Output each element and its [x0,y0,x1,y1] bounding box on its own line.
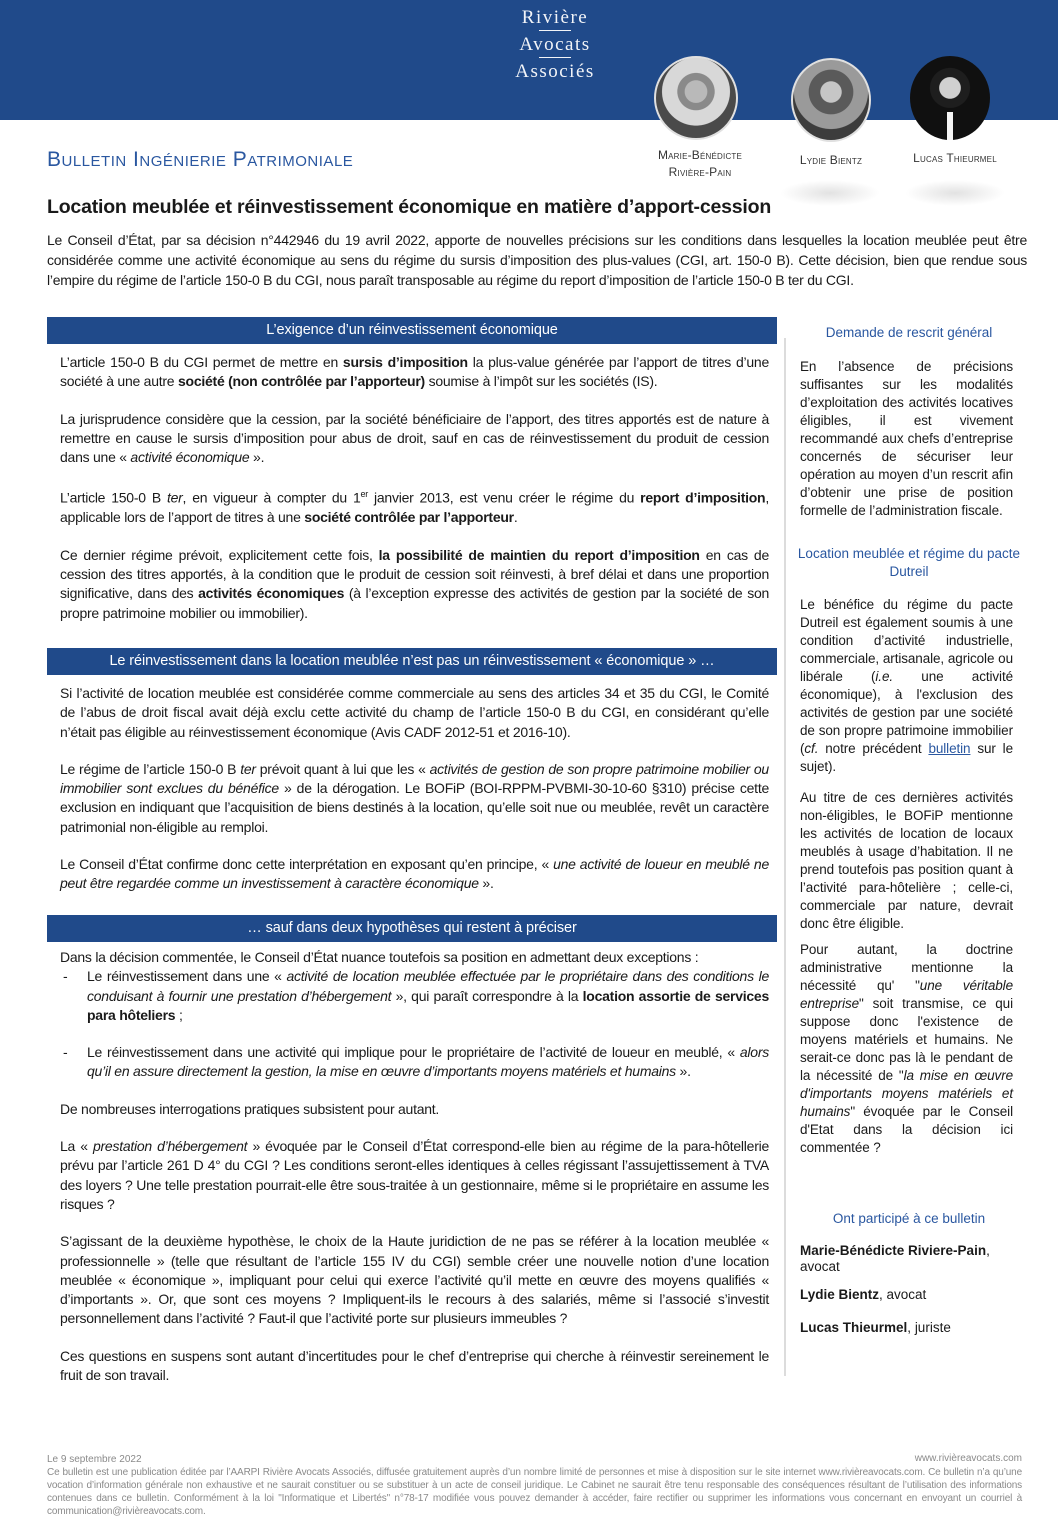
section-heading: L’exigence d’un réinvestissement économique [47,317,777,344]
section-paragraph: Le Conseil d’État confirme donc cette interprétation en exposant qu’en principe, « une activité de loueur en meublé ne peut être regardée comme un investissement à caractère économique ». [60,856,769,892]
sidebar-title-dutreil: Location meublée et régime du pacte Dutreil [797,546,1021,579]
section-paragraph: L’article 150-0 B ter, en vigueur à compter du 1er janvier 2013, est venu créer le régime du report d’imposition, applicable lors de l’apport de titres à une société contrôlée par l’apporteur. [60,489,769,526]
contributor-item: Lydie Bientz, avocat [800,1287,927,1302]
section-heading: Le réinvestissement dans la location meublée n’est pas un réinvestissement « économique » … [47,648,777,675]
photo-shadow [905,180,1005,206]
article-title: Location meublée et réinvestissement économique en matière d’apport-cession [47,196,772,218]
section-paragraph: S’agissant de la deuxième hypothèse, le choix de la Haute juridiction de ne pas se référer à la location meublée « professionnelle » (telle que résultant de l’article 155 IV du CGI) semble créer une nouvelle notion d’une location meublée « économique », impliquant pour celui qui exerce l’activité qu’il mette en œuvre des moyens qualifiés « d’importants ». Or, que sont ces moyens ? Impliquent-ils le recours à des salariés, même si l’associé s’investit personnellement dans l’activité ? Faut-il que l’activité porte sur plusieurs immeubles ? [60,1233,769,1327]
bulletin-title: Bulletin Ingénierie Patrimoniale [47,148,354,171]
author-name-line-1: Marie-Bénédicte [657,148,743,162]
photo-shadow [780,180,880,206]
bullet-item: - Le réinvestissement dans une « activité de location meublée effectuée par le propriétaire dans des conditions le conduisant à fournir une prestation d’hébergement », qui paraît correspondre à la location assortie de services para hôteliers ; [63,968,769,1023]
section-paragraph: Dans la décision commentée, le Conseil d’État nuance toutefois sa position en admettant deux exceptions : [60,949,699,965]
contributor-item: Marie-Bénédicte Riviere-Pain, avocat [800,1243,990,1274]
logo-line-2: Avocats [519,34,591,55]
section-paragraph: De nombreuses interrogations pratiques subsistent pour autant. [60,1100,440,1117]
logo-line-1: Rivière [521,7,589,28]
contributor-item: Lucas Thieurmel, juriste [800,1320,951,1335]
author-name-lucas: Lucas Thieurmel [913,151,997,165]
logo-separator [539,30,571,31]
section-2 [47,648,777,894]
bulletin-link[interactable]: bulletin [928,741,971,756]
author-photo-lucas [910,56,990,140]
section-paragraph: Si l’activité de location meublée est considérée comme commerciale au sens des articles 34 et 35 du CGI, le Comité de l’abus de droit fiscal avait déjà exclu cette activité du champ de l’article 150-0 B du CGI, en considérant qu’elle n’était pas éligible au réinvestissement économique (Avis CADF 2012-51 et 2016-10). [60,685,769,740]
firm-logo [500,8,610,81]
section-paragraph: Ce dernier régime prévoit, explicitement cette fois, la possibilité de maintien du report d’imposition en cas de cession des titres apportés, à la condition que le produit de cession soit réinvesti, à bref délai et dans une proportion significative, dans des activités économiques (à l’exception expresse des activités de gestion par la société de son propre patrimoine mobilier ou immobilier). [60,546,770,621]
author-name-lydie: Lydie Bientz [799,153,863,167]
author-photo-marie-benedicte [654,56,738,140]
section-paragraph: La jurisprudence considère que la cession, par la société bénéficiaire de l’apport, des titres apportés est de nature à remettre en cause le sursis d’imposition pour abus de droit, sauf en cas de réinvestissement du produit de cession dans une « activité économique ». [60,410,769,466]
section-paragraph: Le régime de l’article 150-0 B ter prévoit quant à lui que les « activités de gestion de son propre patrimoine mobilier ou immobilier sont exclues du bénéfice » de la dérogation. Le BOFiP (BOI-RPPM-PVBMI-30-10-60 §310) précise cette exclusion en indiquant que l’acquisition de biens destinés à la location, qu’elle soit nue ou meublée, revêt un caractère patrimonial non-éligible au remploi. [60,760,769,835]
logo-separator [539,57,571,58]
section-paragraph: La « prestation d’hébergement » évoquée par le Conseil d’État correspond-elle bien au régime de la para-hôtellerie prévu par l’article 261 D 4° du CGI ? Les conditions seront-elles identiques à celles régissant l’assujettissement à TVA des loyers ? Une telle prestation pourrait-elle être sous-traitée à un gestionnaire, même si le propriétaire en assume les risques ? [60,1138,769,1212]
author-name-line-2: Rivière-Pain [668,165,732,179]
sidebar-text-dutreil-1: Le bénéfice du régime du pacte Dutreil est également soumis à une condition d’activité industrielle, commerciale, artisanale, agricole ou libérale (i.e. une activité économique), à l'exclusion des activités de gestion par une société de son propre patrimoine immobilier (cf. notre précédent bulletin sur le sujet). [800,597,1013,774]
sidebar-title-rescrit: Demande de rescrit général [825,325,993,340]
sidebar [784,325,1030,1376]
intro-paragraph: Le Conseil d’État, par sa décision n°442946 du 19 avril 2022, apporte de nouvelles précisions sur les conditions dans lesquelles la location meublée peut être considérée comme une activité économique au sens du régime du sursis d’imposition des plus-values (CGI, art. 150-0 B). Cette décision, bien que rendue sous l’empire du régime de l’article 150-0 B du CGI, nous paraît transposable au régime du report d’imposition de l’article 150-0 B ter du CGI. [47,232,1027,288]
footer-legal-notice: Ce bulletin est une publication éditée par l’AARPI Rivière Avocats Associés, diffusée gratuitement auprès d’un nombre limité de personnes et mise à disposition sur le site internet www.rivièreavocats.com. Ce bulletin n’a qu’une vocation d’information générale non exhaustive et ne saurait constituer ou se substituer à un acte de conseil juridique. Le Cabinet ne saurait être tenu responsable des conséquences résultant de l’utilisation des informations contenues dans ce bulletin. Conformément à la loi "Informatique et Libertés" n°78-17 modifiée vous pouvez demander à accéder, faire rectifier ou supprimer les informations vous concernant en envoyant un courriel à communication@rivièreavocats.com. [47,1467,1022,1517]
bullet-item: - Le réinvestissement dans une activité qui implique pour le propriétaire de l’activité de loueur en meublé, « alors qu’il en assure directement la gestion, la mise en œuvre d’importants moyens matériels et humains ». [63,1044,769,1080]
logo-line-3: Associés [515,61,595,82]
footer-website[interactable]: www.rivièreavocats.com [914,1453,1022,1464]
author-name-marie-benedicte [640,147,760,181]
section-3 [47,915,777,1385]
section-heading: … sauf dans deux hypothèses qui restent à préciser [47,915,777,942]
sidebar-text-dutreil-3: Pour autant, la doctrine administrative mentionne la nécessité qu' "une véritable entreprise" soit transmise, ce qui suppose donc l'existence de moyens matériels et humains. Ne serait-ce donc pas là le pendant de la nécessité de "la mise en œuvre d'importants moyens matériels et humains" évoquée par le Conseil d'Etat dans la décision ici commentée ? [800,942,1013,1155]
contributors-title: Ont participé à ce bulletin [832,1211,986,1226]
sidebar-text-dutreil-2: Au titre de ces dernières activités non-éligibles, le BOFiP mentionne les activités de location de locaux meublés à usage d’habitation. Il ne prend toutefois pas position quant à l’activité para-hôtelière ; celle-ci, commerciale par nature, devrait donc être éligible. [800,790,1013,931]
sidebar-text-rescrit: En l’absence de précisions suffisantes sur les modalités d’exploitation des activités locatives éligibles, il est vivement recommandé aux chefs d’entreprise concernés de sécuriser leur opération au moyen d’un rescrit afin d’obtenir une prise de position formelle de l’administration fiscale. [800,359,1013,518]
section-paragraph: Ces questions en suspens sont autant d’incertitudes pour le chef d’entreprise qui cherche à réinvestir sereinement le fruit de son travail. [60,1347,769,1384]
section-1 [47,317,777,623]
shirt-detail [947,112,953,140]
author-photo-lydie [791,58,871,142]
section-paragraph: L’article 150-0 B du CGI permet de mettre en sursis d’imposition la plus-value générée par l’apport de titres d’une société à une autre société (non contrôlée par l’apporteur) soumise à l’impôt sur les sociétés (IS). [60,354,769,390]
footer-date: Le 9 septembre 2022 [47,1454,142,1465]
